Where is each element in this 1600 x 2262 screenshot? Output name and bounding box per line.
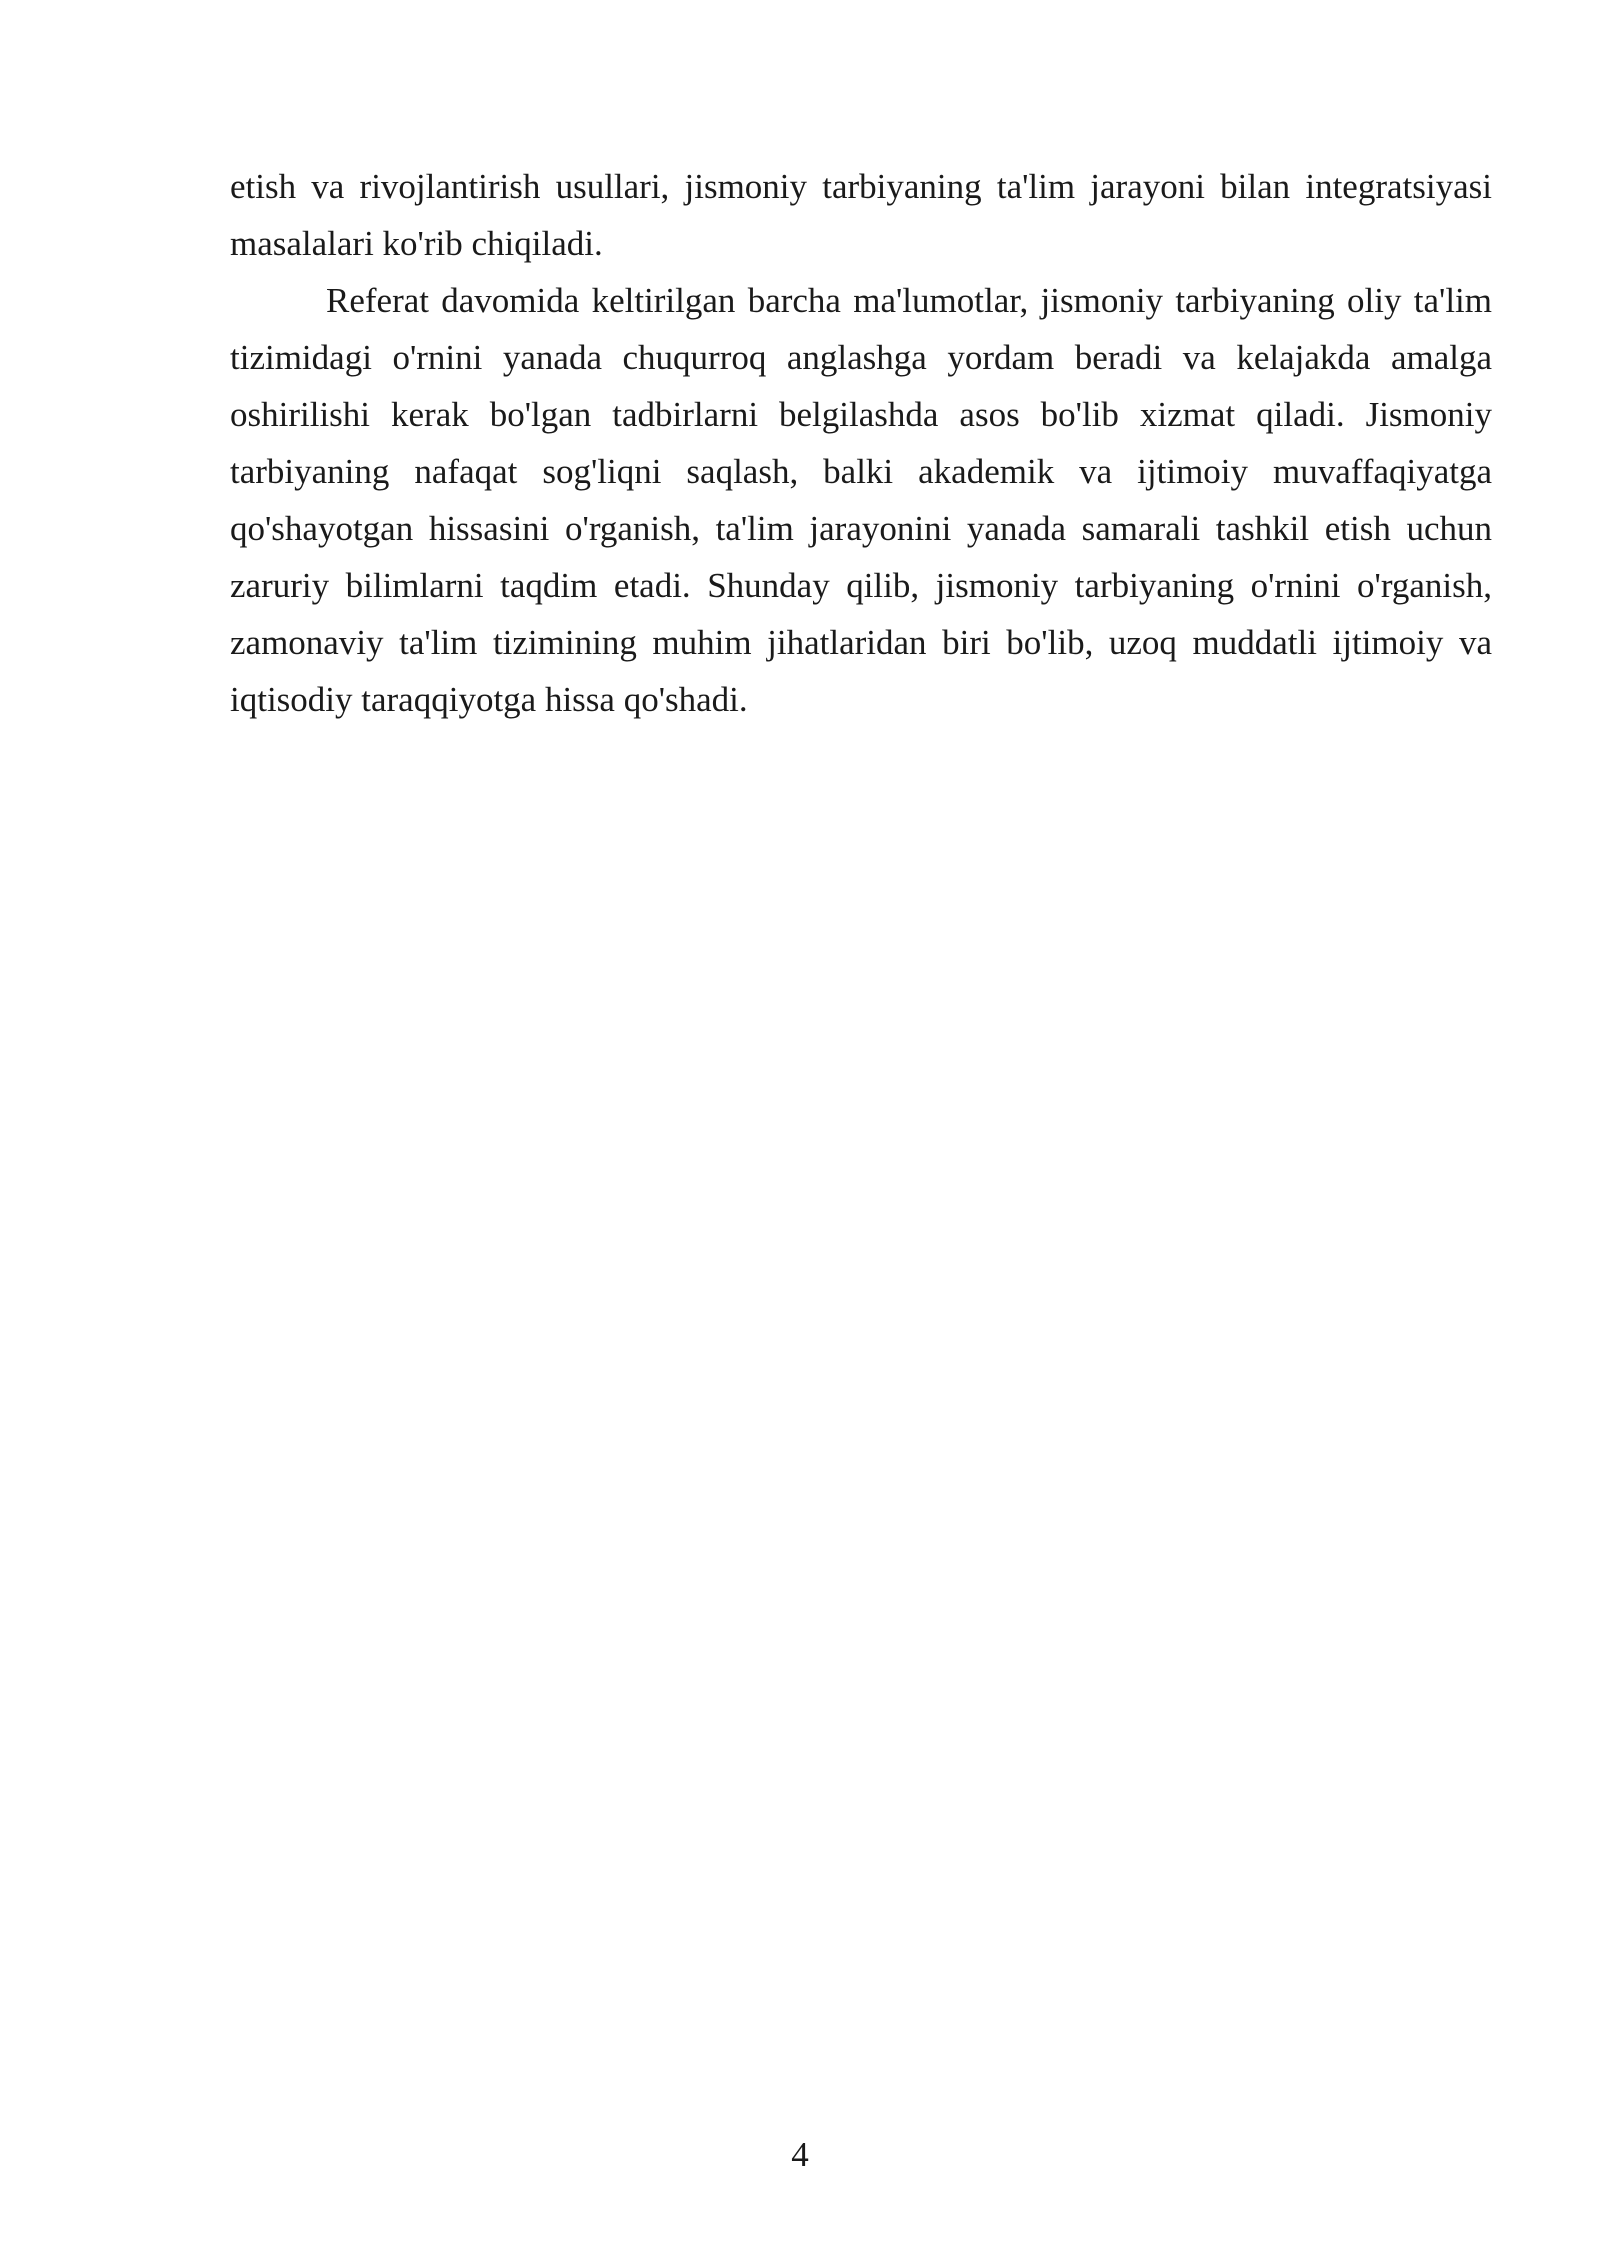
paragraph-continuation: etish va rivojlantirish usullari, jismoniy tarbiyaning ta'lim jarayoni bilan integratsiyasi masalalari ko'rib chiqiladi. bbox=[230, 167, 1492, 263]
body-text bbox=[230, 158, 1492, 728]
page-number: 4 bbox=[791, 2135, 809, 2174]
paragraph-summary: Referat davomida keltirilgan barcha ma'lumotlar, jismoniy tarbiyaning oliy ta'lim tizimidagi o'rnini yanada chuqurroq anglashga yordam beradi va kelajakda amalga oshirilishi kerak bo'lgan tadbirlarni belgilashda asos bo'lib xizmat qiladi. Jismoniy tarbiyaning nafaqat sog'liqni saqlash, balki akademik va ijtimoiy muvaffaqiyatga qo'shayotgan hissasini o'rganish, ta'lim jarayonini yanada samarali tashkil etish uchun zaruriy bilimlarni taqdim etadi. Shunday qilib, jismoniy tarbiyaning o'rnini o'rganish, zamonaviy ta'lim tizimining muhim jihatlaridan biri bo'lib, uzoq muddatli ijtimoiy va iqtisodiy taraqqiyotga hissa qo'shadi. bbox=[230, 281, 1492, 719]
